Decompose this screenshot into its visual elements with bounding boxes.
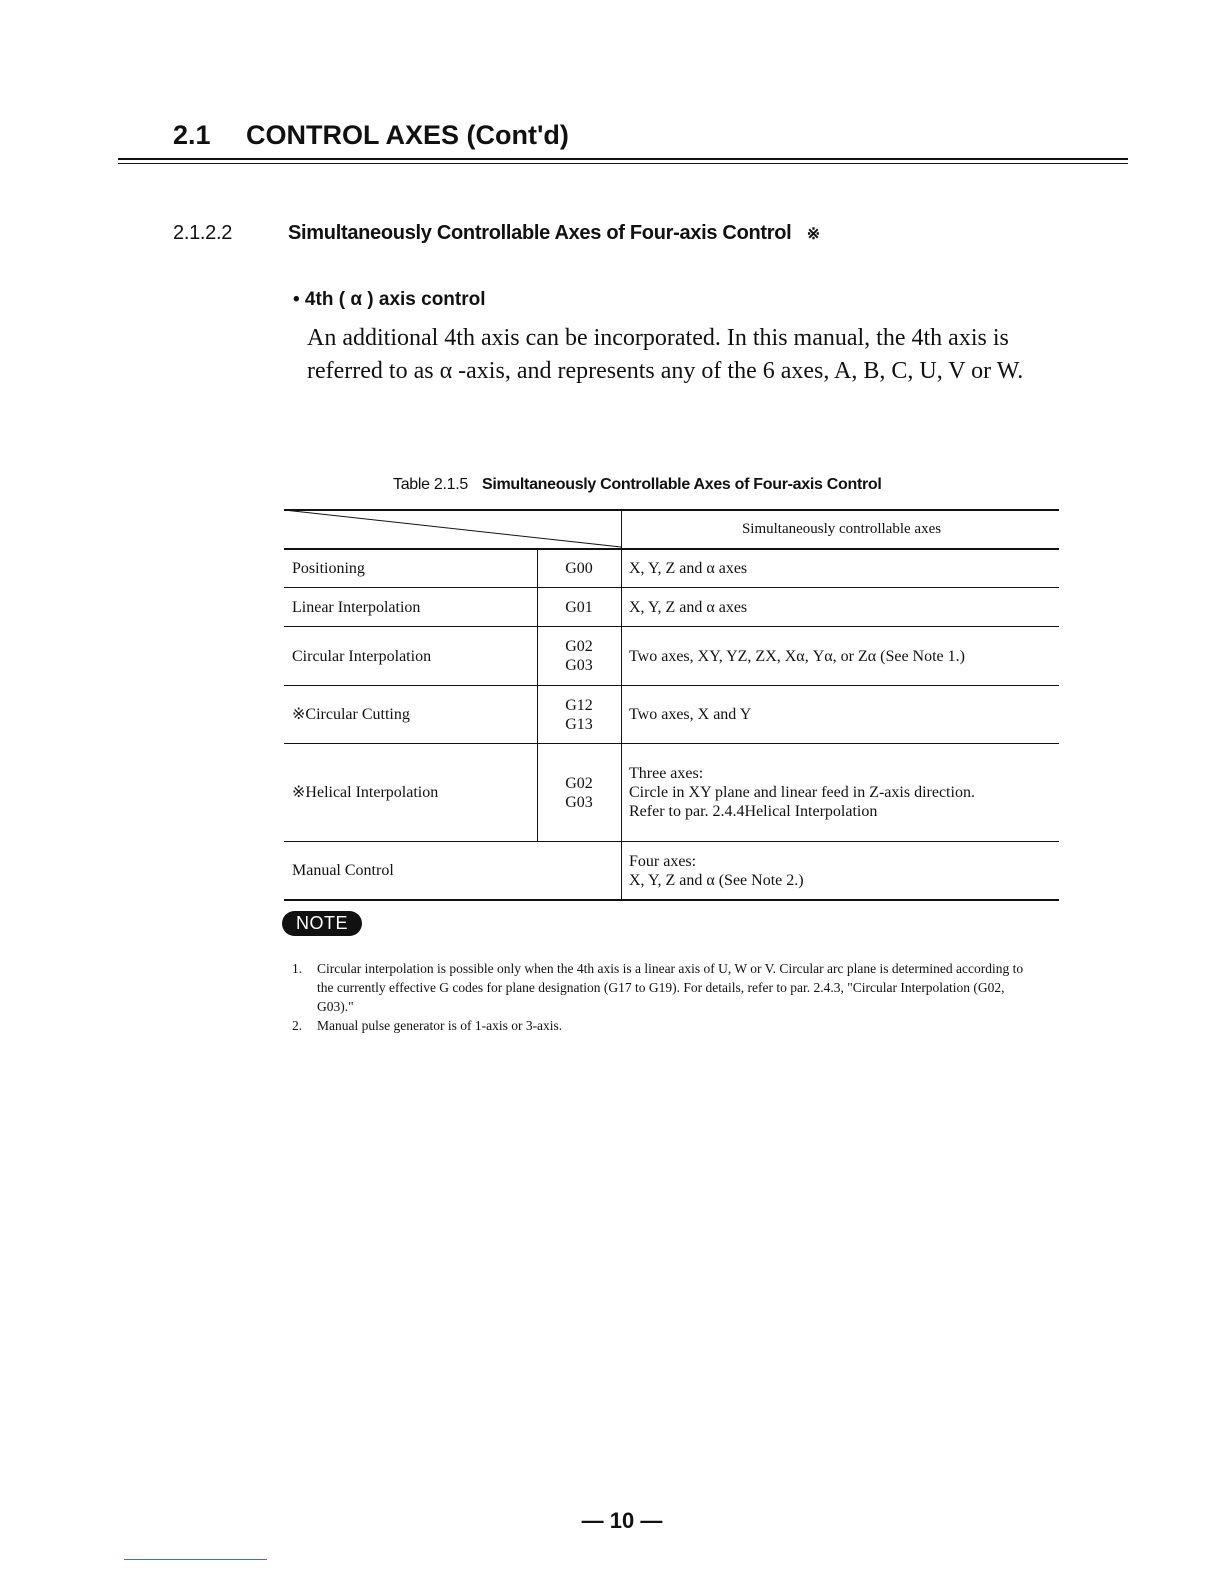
row-axes: X, Y, Z and α axes bbox=[629, 598, 748, 616]
note-badge: NOTE bbox=[282, 911, 362, 936]
section-number: 2.1 bbox=[173, 120, 211, 150]
row-name: Manual Control bbox=[292, 862, 394, 879]
note-text: Circular interpolation is possible only when the 4th axis is a linear axis of U, W or V. Circular arc plane is determined according to the currently effective G codes for plane designation (G17 to G19). For details, refer to par. 2.4.3, "Circular Interpolation (G02, G03)." bbox=[317, 961, 1024, 1014]
row-code: G00 bbox=[565, 560, 593, 577]
note-number: 1. bbox=[292, 961, 303, 976]
table-rule bbox=[284, 899, 1059, 901]
table-col-rule bbox=[621, 509, 622, 901]
note-text: Manual pulse generator is of 1-axis or 3-axis. bbox=[317, 1018, 563, 1033]
note-number: 2. bbox=[292, 1018, 303, 1033]
page-number: — 10 — bbox=[581, 1508, 663, 1533]
row-axes: Two axes, X and Y bbox=[629, 706, 752, 723]
axes-table bbox=[284, 509, 1059, 902]
footer-line bbox=[124, 1559, 267, 1560]
header-rule-top bbox=[118, 158, 1128, 160]
row-name: Linear Interpolation bbox=[292, 598, 421, 616]
row-axes: Two axes, XY, YZ, ZX, Xα, Yα, or Zα (See Note 1.) bbox=[629, 647, 965, 665]
subsection-title bbox=[288, 222, 820, 245]
row-name: ※Helical Interpolation bbox=[292, 784, 439, 801]
row-code: G01 bbox=[565, 598, 593, 616]
note-item bbox=[292, 959, 1032, 1016]
row-name: Positioning bbox=[292, 560, 365, 577]
row-code: G12 G13 bbox=[565, 696, 593, 733]
intro-paragraph: An additional 4th axis can be incorporated. In this manual, the 4th axis is referred to as α -axis, and represents any of the 6 axes, A, B, C, U, V or W. bbox=[307, 325, 1024, 384]
table-caption-number: Table 2.1.5 bbox=[393, 476, 468, 493]
row-axes: X, Y, Z and α axes bbox=[629, 560, 748, 577]
subsection-title-text: Simultaneously Controllable Axes of Four-axis Control bbox=[288, 222, 792, 244]
row-axes: Three axes: Circle in XY plane and linear feed in Z-axis direction. Refer to par. 2.4.4Helical Interpolation bbox=[629, 765, 975, 820]
section-title: CONTROL AXES (Cont'd) bbox=[246, 120, 569, 150]
row-name: Circular Interpolation bbox=[292, 647, 432, 665]
bullet-heading: • 4th ( α ) axis control bbox=[293, 289, 486, 310]
row-axes: Four axes: X, Y, Z and α (See Note 2.) bbox=[629, 852, 804, 889]
row-code: G02 G03 bbox=[565, 638, 593, 674]
table-caption-title: Simultaneously Controllable Axes of Four-axis Control bbox=[481, 476, 882, 493]
table-caption bbox=[393, 476, 882, 494]
notes-list bbox=[292, 959, 1032, 1035]
row-name: ※Circular Cutting bbox=[292, 706, 410, 723]
header-diagonal bbox=[284, 509, 624, 549]
subsection-number: 2.1.2.2 bbox=[173, 222, 233, 244]
option-mark-icon: ※ bbox=[806, 226, 820, 243]
header-rule-bottom bbox=[118, 163, 1128, 164]
note-item bbox=[292, 1016, 1032, 1035]
row-code: G02 G03 bbox=[565, 774, 593, 811]
header-axes: Simultaneously controllable axes bbox=[741, 521, 942, 537]
